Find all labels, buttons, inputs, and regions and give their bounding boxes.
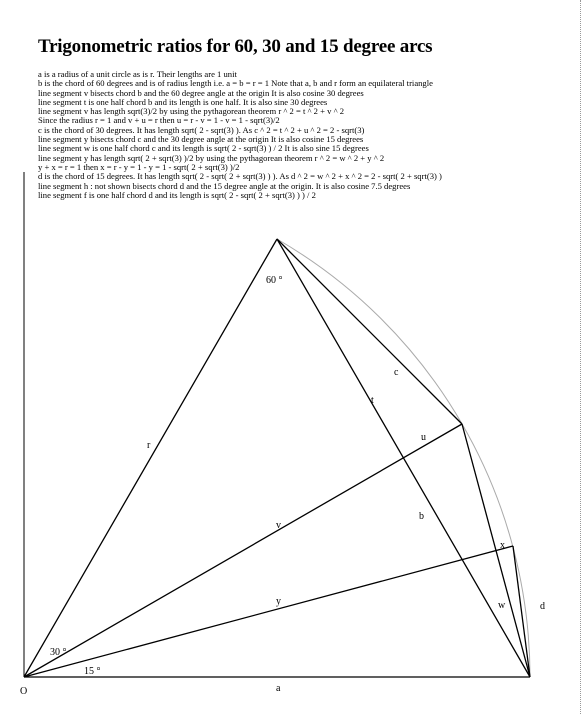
note-line: line segment y has length sqrt( 2 + sqrt(3) )/2 by using the pythagorean theorem r ^ 2 = w ^ 2 + y ^ 2 bbox=[38, 153, 385, 163]
note-line: b is the chord of 60 degrees and is of radius length i.e. a = b = r = 1 Note that a, b and r form an equilateral triangle bbox=[38, 79, 433, 89]
label-angle-30: 30 ° bbox=[50, 647, 67, 658]
label-y: y bbox=[276, 596, 281, 607]
label-origin: O bbox=[20, 686, 28, 697]
label-w: w bbox=[498, 600, 506, 611]
note-line: a is a radius of a unit circle as is r. Their lengths are 1 unit bbox=[38, 70, 237, 79]
note-line: Since the radius r = 1 and v + u = r then u = r - v = 1 - v = 1 - sqrt(3)/2 bbox=[38, 116, 280, 126]
page-title: Trigonometric ratios for 60, 30 and 15 degree arcs bbox=[38, 36, 433, 57]
note-line: line segment f is one half chord d and its length is sqrt( 2 - sqrt( 2 + sqrt(3) ) ) / 2 bbox=[38, 190, 316, 200]
label-x: x bbox=[500, 540, 505, 551]
label-b: b bbox=[419, 511, 424, 522]
page-edge bbox=[580, 0, 581, 714]
label-r: r bbox=[147, 440, 151, 451]
label-angle-60: 60 ° bbox=[266, 275, 283, 286]
segment-v bbox=[24, 424, 462, 677]
segment-d bbox=[513, 546, 530, 677]
label-angle-15: 15 ° bbox=[84, 666, 101, 677]
label-c: c bbox=[394, 367, 399, 378]
note-line: d is the chord of 15 degrees. It has length sqrt( 2 - sqrt( 2 + sqrt(3) ) ). As d ^ 2 = w ^ 2 + x ^ 2 = 2 - sqrt( 2 + sqrt(3) ) bbox=[38, 172, 442, 182]
note-line: line segment w is one half chord c and its length is sqrt( 2 - sqrt(3) ) / 2 It is also sine 15 degrees bbox=[38, 144, 369, 154]
label-d: d bbox=[540, 601, 545, 612]
note-line: line segment y bisects chord c and the 30 degree angle at the origin It is also cosine 15 degrees bbox=[38, 135, 364, 145]
segment-c bbox=[277, 239, 462, 424]
label-t: t bbox=[371, 395, 374, 406]
label-v: v bbox=[276, 520, 281, 531]
label-u: u bbox=[421, 432, 426, 443]
note-line: c is the chord of 30 degrees. It has length sqrt( 2 - sqrt(3) ). As c ^ 2 = t ^ 2 + u ^ 2 = 2 - sqrt(3) bbox=[38, 125, 365, 135]
note-line: line segment v bisects chord b and the 60 degree angle at the origin It is also cosine 30 degrees bbox=[38, 88, 364, 98]
segment-r bbox=[24, 239, 277, 677]
label-a: a bbox=[276, 683, 281, 694]
note-line: y + x = r = 1 then x = r - y = 1 - y = 1 - sqrt( 2 + sqrt(3) )/2 bbox=[38, 162, 240, 172]
segment-y bbox=[24, 546, 513, 677]
note-line: line segment v has length sqrt(3)/2 by using the pythagorean theorem r ^ 2 = t ^ 2 + v ^ 2 bbox=[38, 107, 345, 117]
note-line: line segment h : not shown bisects chord d and the 15 degree angle at the origin. It is also cosine 7.5 degrees bbox=[38, 181, 411, 191]
note-line: line segment t is one half chord b and its length is one half. It is also sine 30 degrees bbox=[38, 97, 328, 107]
